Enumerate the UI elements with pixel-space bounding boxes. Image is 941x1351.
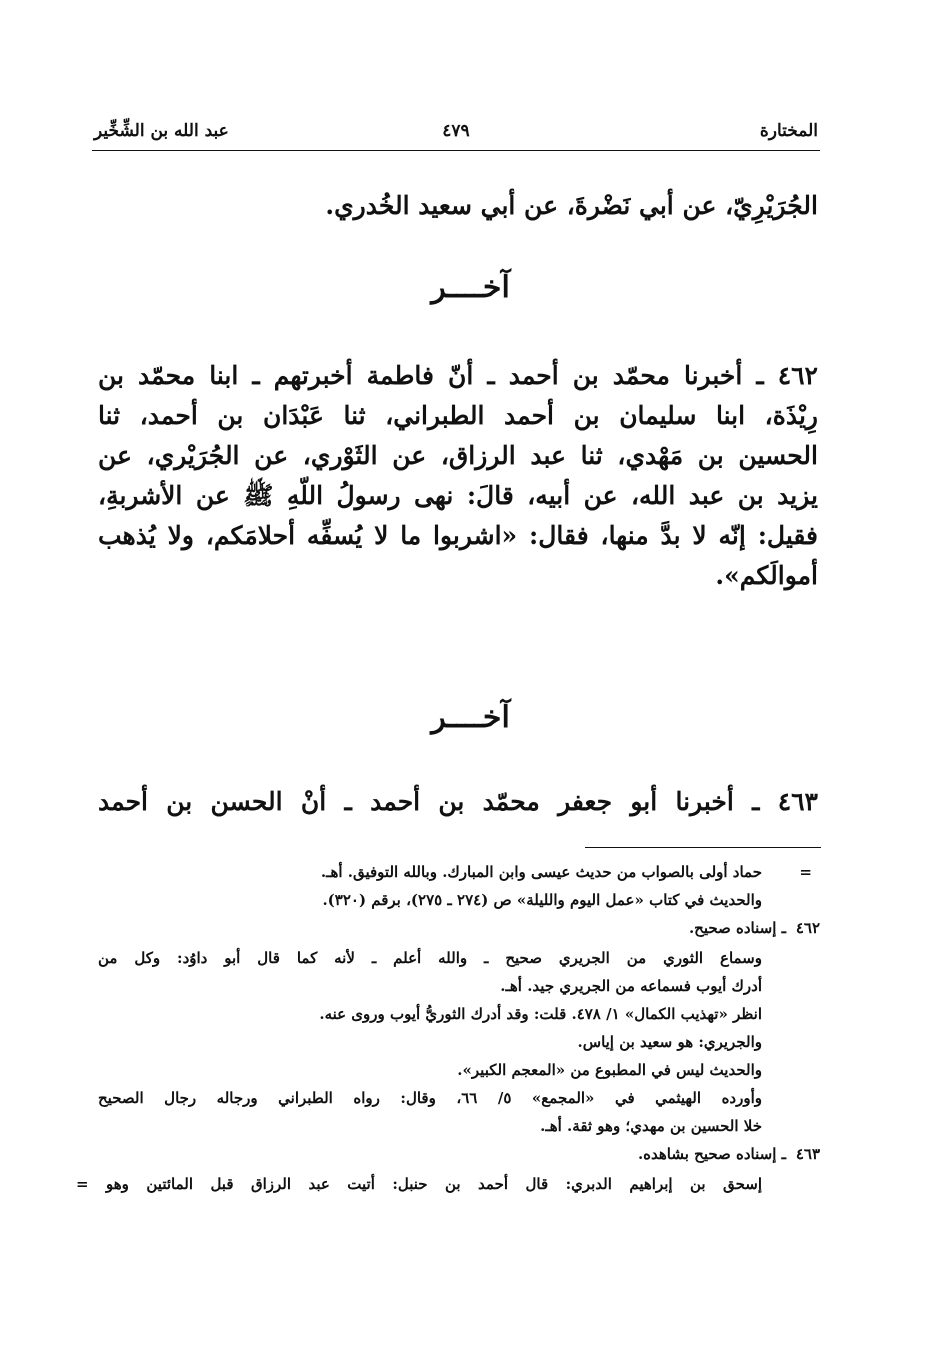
- footnote-line: [98, 1084, 820, 1112]
- hadith-462: [98, 356, 818, 596]
- hadith-462-line: يزيد بن عبد الله، عن أبيه، قالَ: نهى رسولُ اللّهِ ﷺ عن الأشربةِ،: [98, 481, 818, 510]
- footnote-line: [98, 972, 820, 1000]
- footnote-text: أدرك أيوب فسماعه من الجريري جيد. أهـ.: [500, 977, 762, 995]
- footnote-divider: [585, 847, 821, 848]
- chapter-title: عبد الله بن الشِّخِّير: [94, 121, 229, 141]
- footnote-text: انظر «تهذيب الكمال» ١/ ٤٧٨. قلت: وقد أدرك الثوريُّ أيوب وروى عنه.: [319, 1005, 762, 1023]
- hadith-463: [98, 782, 818, 822]
- footnote-line: [98, 944, 820, 972]
- footnote-title: ـ إسناده صحيح.: [688, 919, 786, 937]
- footnote-line: [98, 1028, 820, 1056]
- hadith-462-line: فقيل: إنّه لا بدَّ منها، فقال: «اشربوا ما لا يُسفِّه أحلامَكم، ولا يُذهب: [98, 521, 818, 550]
- section-heading-2: آخــــر: [431, 700, 510, 735]
- footnote-line: [98, 858, 820, 886]
- hadith-462-line: رِيْذَة، ابنا سليمان بن أحمد الطبراني، ثنا عَبْدَان بن أحمد، ثنا: [98, 401, 818, 430]
- footnote-number: ٤٦٣: [795, 1145, 820, 1163]
- footnote-line: [98, 1056, 820, 1084]
- footnote-number: ٤٦٢: [795, 919, 820, 937]
- running-header: [92, 118, 820, 151]
- footnote-text: حماد أولى بالصواب من حديث عيسى وابن المبارك. وبالله التوفيق. أهـ.: [320, 863, 762, 881]
- book-title: المختارة: [759, 121, 818, 141]
- hadith-462-line: الحسين بن مَهْدي، ثنا عبد الرزاق، عن الثَوْري، عن الجُرَيْري، عن: [98, 441, 818, 470]
- footnote-text: خلا الحسين بن مهدي؛ وهو ثقة. أهـ.: [540, 1117, 762, 1135]
- hadith-462-line: أموالَكم».: [715, 561, 818, 590]
- page-number: ٤٧٩: [442, 121, 470, 141]
- footnote-text: وسماع الثوري من الجريري صحيح ـ والله أعلم ـ لأنه كما قال أبو داوُد: وكل من: [98, 949, 762, 967]
- footnote-line: [98, 886, 820, 914]
- intro-line: الجُرَيْرِيّ، عن أبي نَضْرةَ، عن أبي سعيد الخُدري.: [325, 191, 818, 220]
- footnote-line: [98, 1000, 820, 1028]
- continuation-marker: =: [799, 863, 812, 881]
- footnote-text: والجريري: هو سعيد بن إياس.: [577, 1033, 762, 1051]
- hadith-463-line: ٤٦٣ ـ أخبرنا أبو جعفر محمّد بن أحمد ـ أنْ الحسن بن أحمد: [98, 787, 818, 816]
- hadith-462-line: ٤٦٢ ـ أخبرنا محمّد بن أحمد ـ أنّ فاطمة أخبرتهم ـ ابنا محمّد بن: [98, 361, 818, 390]
- footnote-title: ـ إسناده صحيح بشاهده.: [637, 1145, 786, 1163]
- footnote-line: [98, 1112, 820, 1140]
- footnote-text: والحديث ليس في المطبوع من «المعجم الكبير».: [457, 1061, 762, 1079]
- footnote-line: [98, 914, 820, 942]
- footnote-text: إسحق بن إبراهيم الدبري: قال أحمد بن حنبل: أتيت عبد الرزاق قبل المائتين وهو =: [76, 1175, 762, 1193]
- section-heading-1: آخــــر: [431, 270, 510, 305]
- footnote-text: وأورده الهيثمي في «المجمع» ٥/ ٦٦، وقال: رواه الطبراني ورجاله رجال الصحيح: [98, 1089, 763, 1107]
- footnote-line: [98, 1140, 820, 1168]
- footnote-text: والحديث في كتاب «عمل اليوم والليلة» ص (٢٧٤ ـ ٢٧٥)، برقم (٣٢٠).: [322, 891, 762, 909]
- intro-text: [98, 186, 818, 226]
- footnote-line: [76, 1170, 820, 1198]
